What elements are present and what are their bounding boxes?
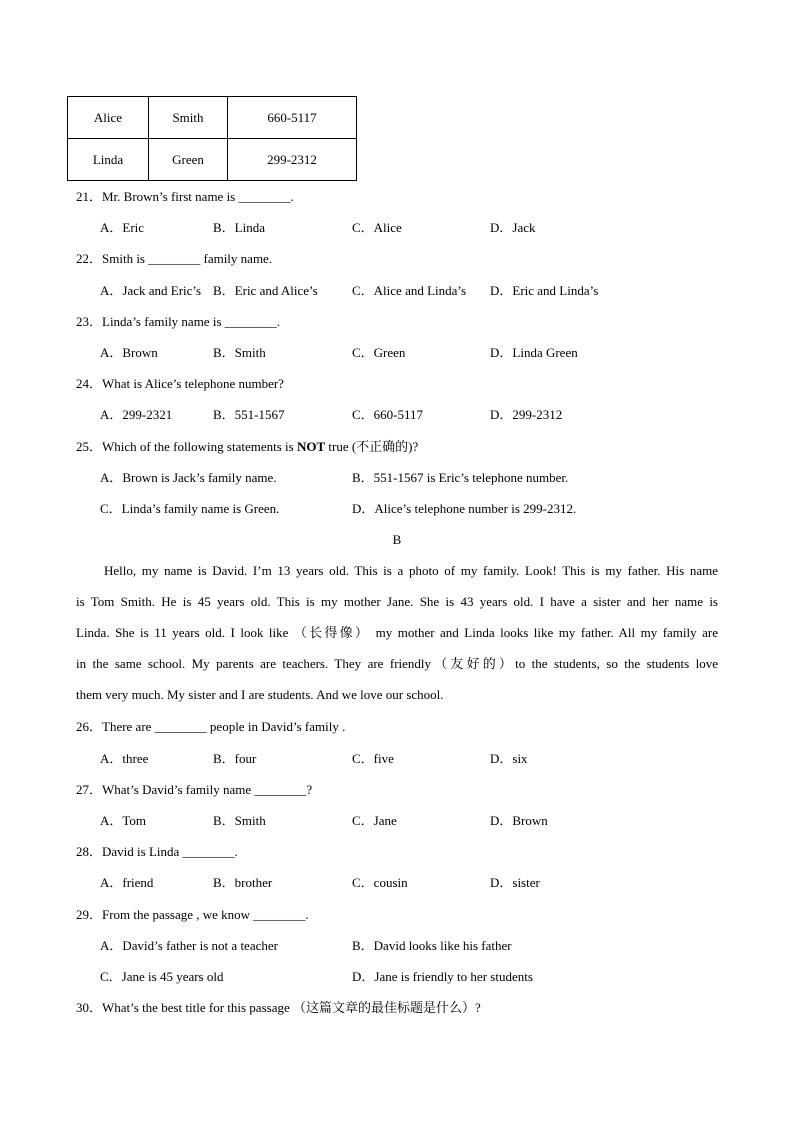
option-d: D．sister [490,875,540,890]
option-c: C．Alice and Linda’s [352,283,467,298]
question-22: 22．Smith is ________ family name. [76,251,273,266]
option-d: D．Jane is friendly to her students [352,969,533,984]
section-heading: B [392,532,402,547]
question-21: 21．Mr. Brown’s first name is ________. [76,189,294,204]
option-b: B．551-1567 [213,407,285,422]
option-b: B．David looks like his father [352,938,512,953]
option-b: B．Smith [213,345,266,360]
question-25-text: 25．Which of the following statements is [76,439,297,454]
passage-line: Linda. She is 11 years old. I look like （长得像） my mother and Linda looks like my father. All my family are [76,625,718,640]
table-cell: Alice [68,97,149,139]
option-d: D．Jack [490,220,536,235]
option-a: A．David’s father is not a teacher [100,938,278,953]
option-b: B．Linda [213,220,265,235]
option-b: B．Eric and Alice’s [213,283,318,298]
option-d: D．six [490,751,528,766]
option-d: D．Alice’s telephone number is 299-2312. [352,501,577,516]
option-a: A．Jack and Eric’s [100,283,202,298]
option-d: D．299-2312 [490,407,563,422]
question-24: 24．What is Alice’s telephone number? [76,376,284,391]
table-cell: Smith [149,97,228,139]
option-a: A．friend [100,875,154,890]
passage-line: Hello, my name is David. I’m 13 years old. This is a photo of my family. Look! This is my father. His name [104,563,718,578]
name-phone-table [67,96,357,181]
question-25 [76,438,418,456]
question-25-text-end: true (不正确的)? [325,439,419,454]
passage-line: them very much. My sister and I are students. And we love our school. [76,687,444,702]
option-b: B．four [213,751,257,766]
option-a: A．Brown [100,345,158,360]
table-cell: 299-2312 [228,139,357,181]
option-a: A．Tom [100,813,147,828]
option-c: C．five [352,751,394,766]
option-a: A．Eric [100,220,145,235]
question-29: 29．From the passage , we know ________. [76,907,309,922]
question-30: 30．What’s the best title for this passage （这篇文章的最佳标题是什么）? [76,1000,481,1015]
option-d: D．Eric and Linda’s [490,283,599,298]
option-d: D．Brown [490,813,548,828]
option-c: C．660-5117 [352,407,424,422]
option-c: C．Linda’s family name is Green. [100,501,280,516]
option-b: B．Smith [213,813,266,828]
table-row [68,97,357,139]
option-b: B．551-1567 is Eric’s telephone number. [352,470,569,485]
option-c: C．Jane [352,813,397,828]
option-b: B．brother [213,875,273,890]
option-d: D．Linda Green [490,345,578,360]
question-23: 23．Linda’s family name is ________. [76,314,281,329]
question-25-emphasis: NOT [296,439,326,454]
question-26: 26．There are ________ people in David’s family . [76,719,346,734]
passage-line: in the same school. My parents are teachers. They are friendly（友好的）to the students, so the students love [76,656,718,671]
option-c: C．Green [352,345,406,360]
option-c: C．cousin [352,875,408,890]
option-c: C．Jane is 45 years old [100,969,224,984]
table-row [68,139,357,181]
passage-line: is Tom Smith. He is 45 years old. This is my mother Jane. She is 43 years old. I have a sister and her name is [76,594,718,609]
question-27: 27．What’s David’s family name ________? [76,782,313,797]
table-cell: Linda [68,139,149,181]
option-a: A．299-2321 [100,407,173,422]
table-cell: Green [149,139,228,181]
question-28: 28．David is Linda ________. [76,844,238,859]
option-a: A．three [100,751,149,766]
option-c: C．Alice [352,220,402,235]
option-a: A．Brown is Jack’s family name. [100,470,277,485]
table-cell: 660-5117 [228,97,357,139]
